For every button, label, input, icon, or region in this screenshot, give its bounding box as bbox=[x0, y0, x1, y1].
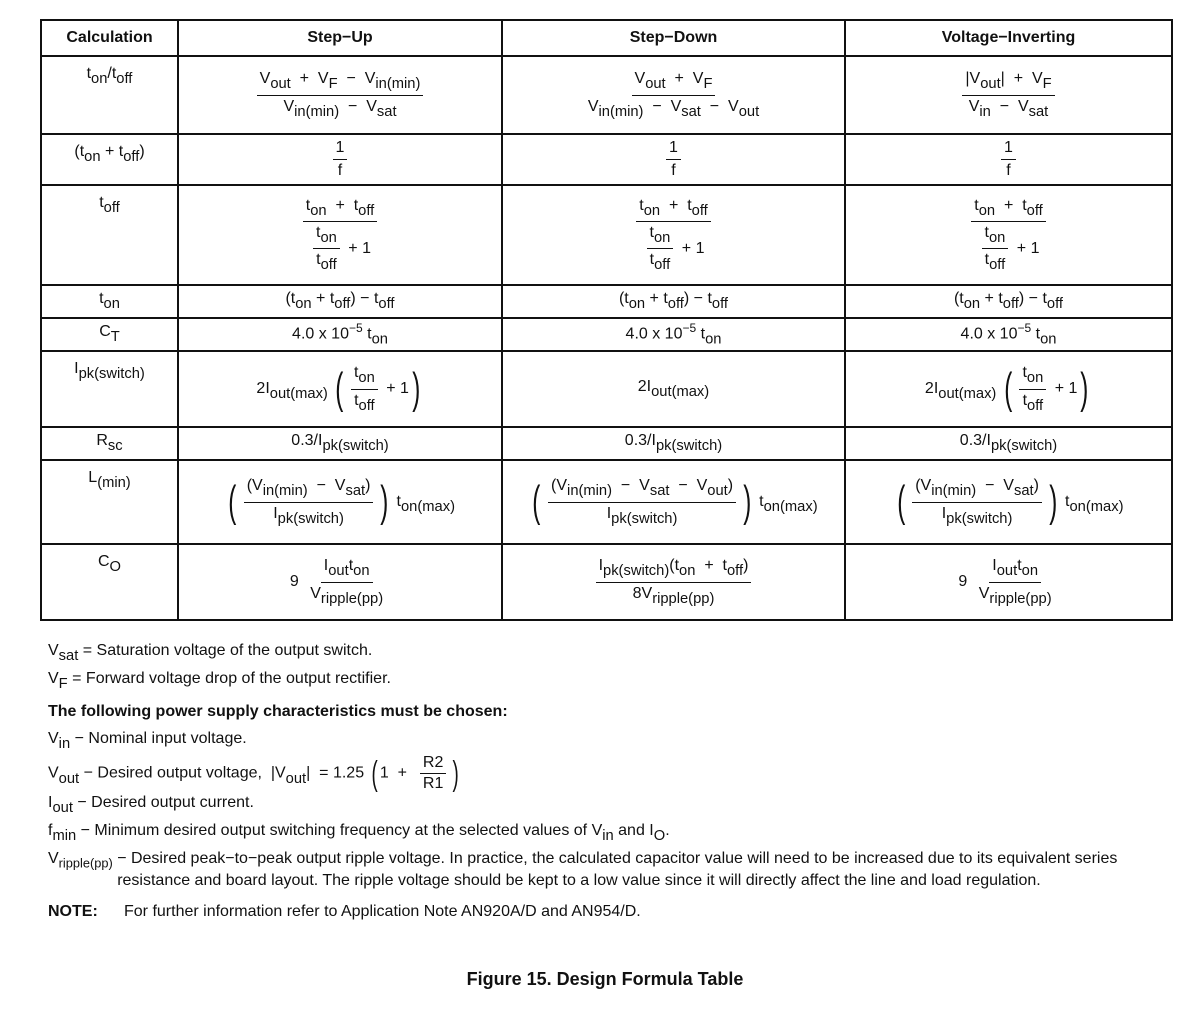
header-row bbox=[41, 20, 1172, 56]
label-ton-plus-toff: (ton + toff) bbox=[41, 134, 178, 185]
note-reference: NOTE: For further information refer to Application Note AN920A/D and AN954/D. bbox=[48, 902, 641, 920]
formula-period-step-up: $\frac{1}{f}$ bbox=[178, 134, 502, 185]
label-toff: toff bbox=[41, 185, 178, 285]
formula-ct-step-down: 4.0 x $10^{-5}$ ton bbox=[502, 318, 845, 351]
note-fmin: fmin − Minimum desired output switching frequency at the selected values of Vin and IO. bbox=[48, 822, 670, 845]
row-co bbox=[41, 544, 1172, 620]
formula-ton-step-down: (ton + toff) − toff bbox=[502, 285, 845, 318]
formula-toff-step-up: ton + toff $\frac{\text{ton}}{\text{toff}}$ + 1 bbox=[178, 185, 502, 285]
header-voltage-inverting: Voltage−Inverting bbox=[845, 20, 1172, 56]
notes-heading: The following power supply characteristics must be chosen: bbox=[48, 703, 508, 721]
formula-rsc-step-up: 0.3/Ipk(switch) bbox=[178, 427, 502, 460]
label-rsc: Rsc bbox=[41, 427, 178, 460]
formula-ipk-inverting: 2Iout(max) ( $\frac{\text{ton}}{\text{toff}}$ + 1) bbox=[845, 351, 1172, 427]
note-vout: Vout − Desired output voltage, |Vout| = 1.25 ( 1 + $\frac{R2}{R1}$ ) bbox=[48, 754, 460, 793]
formula-ct-step-up: 4.0 x $10^{-5}$ ton bbox=[178, 318, 502, 351]
formula-ct-inverting: 4.0 x $10^{-5}$ ton bbox=[845, 318, 1172, 351]
label-ton-toff: ton/toff bbox=[41, 56, 178, 134]
figure-caption: Figure 15. Design Formula Table bbox=[466, 969, 744, 989]
formula-period-inverting: $\frac{1}{f}$ bbox=[845, 134, 1172, 185]
formula-ipk-step-up: 2Iout(max) ( $\frac{\text{ton}}{\text{toff}}$ + 1) bbox=[178, 351, 502, 427]
header-step-down: Step−Down bbox=[502, 20, 845, 56]
row-toff bbox=[41, 185, 1172, 285]
note-vin: Vin − Nominal input voltage. bbox=[48, 729, 247, 752]
row-ton-toff bbox=[41, 56, 1172, 134]
formula-rsc-inverting: 0.3/Ipk(switch) bbox=[845, 427, 1172, 460]
formula-co-inverting: 9 $\frac{\text{Ioutton}}{\text{Vripple(pp)}}$ bbox=[845, 544, 1172, 620]
header-calculation: Calculation bbox=[41, 20, 178, 56]
header-step-up: Step−Up bbox=[178, 20, 502, 56]
formula-lmin-step-down: ( $\frac{\text{(Vin(min) − Vsat − Vout)}}{\text{Ipk(switch)}}$ ) ton(max) bbox=[502, 460, 845, 544]
row-ipk bbox=[41, 351, 1172, 427]
note-vripple: $V_{ripple(pp)}$ − Desired peak−to−peak output ripple voltage. In practice, the calculated capacitor value will need to be increased due to its equivalent series resistance and board layout. The ripple voltage should be kept to a low value since it will directly affect the line and load regulation. bbox=[48, 849, 1118, 890]
label-co: CO bbox=[41, 544, 178, 620]
label-ton: ton bbox=[41, 285, 178, 318]
formula-ipk-step-down: 2Iout(max) bbox=[502, 351, 845, 427]
formula-ton-toff-inverting: $\frac{\text{|Vout| + VF}}{\text{Vin − Vsat}}$ bbox=[845, 56, 1172, 134]
label-ipk: Ipk(switch) bbox=[41, 351, 178, 427]
label-lmin: L(min) bbox=[41, 460, 178, 544]
note-vf: VF = Forward voltage drop of the output rectifier. bbox=[48, 669, 391, 692]
row-rsc bbox=[41, 427, 1172, 460]
formula-co-step-up: 9 $\frac{\text{Ioutton}}{\text{Vripple(pp)}}$ bbox=[178, 544, 502, 620]
row-ct bbox=[41, 318, 1172, 351]
notes-section bbox=[48, 640, 1158, 923]
row-lmin bbox=[41, 460, 1172, 544]
formula-toff-inverting: ton + toff $\frac{\text{ton}}{\text{toff}}$ + 1 bbox=[845, 185, 1172, 285]
formula-co-step-down: $\frac{\text{Ipk(switch)(ton + toff)}}{\text{8Vripple(pp)}}$ bbox=[502, 544, 845, 620]
formula-ton-toff-step-up: $\frac{\text{Vout + VF − Vin(min)}}{\text{Vin(min) − Vsat}}$ bbox=[178, 56, 502, 134]
formula-lmin-inverting: ( $\frac{\text{(Vin(min) − Vsat)}}{\text{Ipk(switch)}}$ ) ton(max) bbox=[845, 460, 1172, 544]
note-vsat: Vsat = Saturation voltage of the output switch. bbox=[48, 642, 373, 665]
formula-rsc-step-down: 0.3/Ipk(switch) bbox=[502, 427, 845, 460]
row-ton-plus-toff bbox=[41, 134, 1172, 185]
formula-ton-toff-step-down: $\frac{\text{Vout + VF}}{\text{Vin(min) − Vsat − Vout}}$ bbox=[502, 56, 845, 134]
formula-toff-step-down: ton + toff $\frac{\text{ton}}{\text{toff}}$ + 1 bbox=[502, 185, 845, 285]
row-ton bbox=[41, 285, 1172, 318]
formula-lmin-step-up: ( $\frac{\text{(Vin(min) − Vsat)}}{\text{Ipk(switch)}}$ ) ton(max) bbox=[178, 460, 502, 544]
formula-ton-step-up: (ton + toff) − toff bbox=[178, 285, 502, 318]
formula-period-step-down: $\frac{1}{f}$ bbox=[502, 134, 845, 185]
design-formula-table bbox=[40, 19, 1173, 621]
formula-ton-inverting: (ton + toff) − toff bbox=[845, 285, 1172, 318]
note-iout: Iout − Desired output current. bbox=[48, 794, 254, 817]
label-ct: CT bbox=[41, 318, 178, 351]
